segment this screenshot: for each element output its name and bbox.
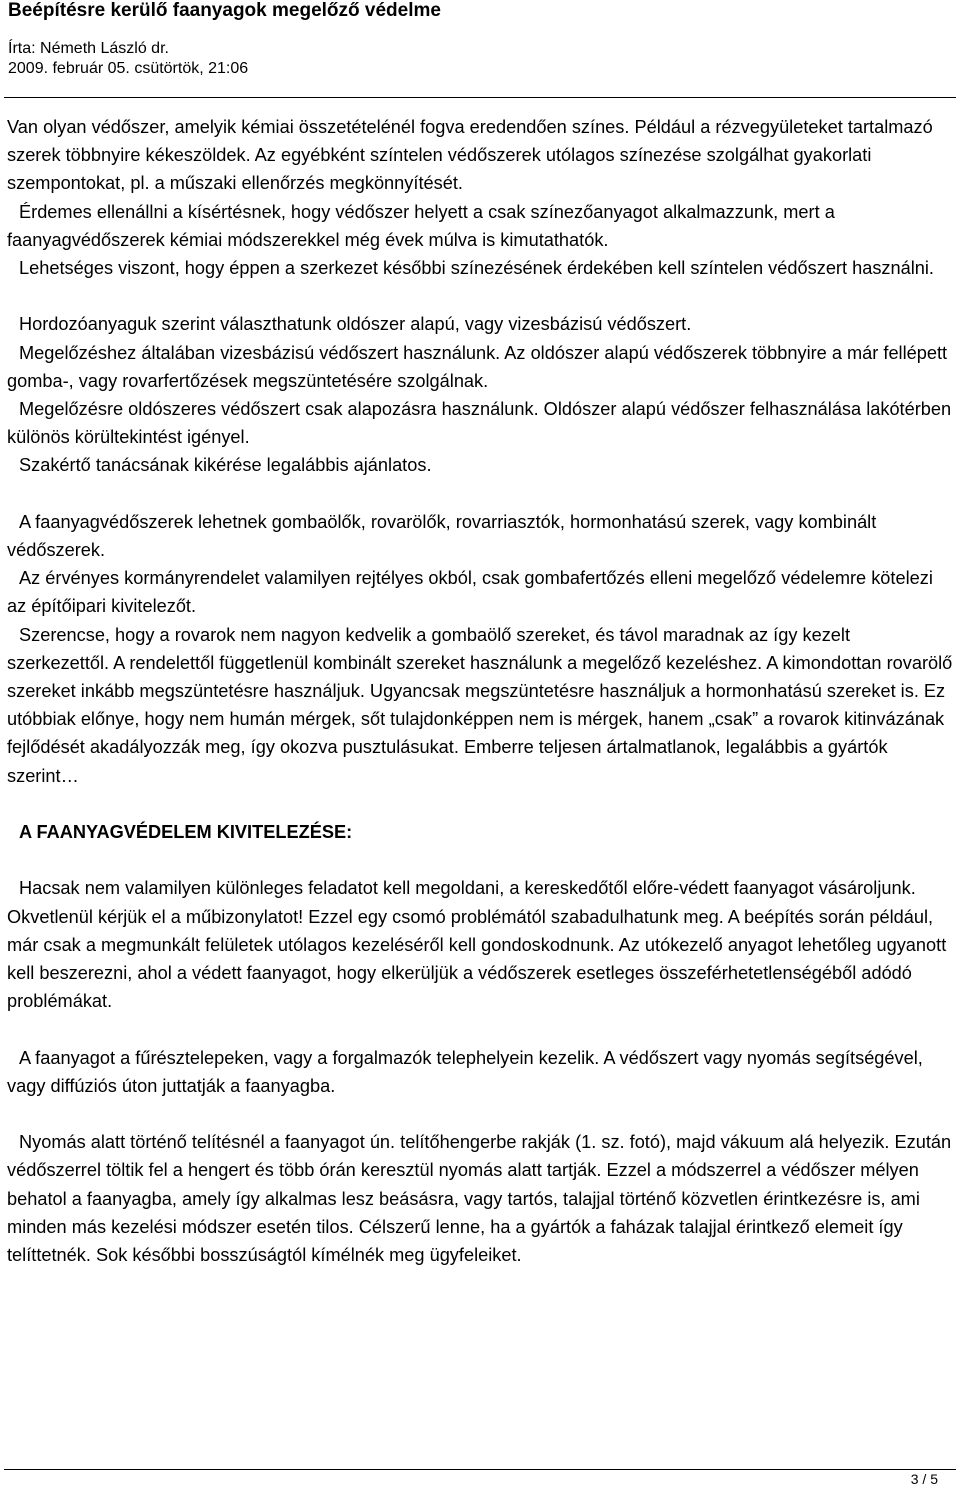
document-header (8, 0, 952, 79)
paragraph-gap (7, 846, 953, 874)
paragraph: Megelőzésre oldószeres védőszert csak alapozásra használunk. Oldószer alapú védőszer felhasználása lakótérben különös körültekintést igényel. (7, 399, 952, 448)
paragraph: Szakértő tanácsának kikérése legalábbis ajánlatos. (19, 455, 432, 476)
paragraph-gap (7, 480, 953, 508)
date-line: 2009. február 05. csütörtök, 21:06 (8, 60, 249, 77)
paragraph: Van olyan védőszer, amelyik kémiai összetételénél fogva eredendően színes. Például a rézvegyületeket tartalmazó szerek többnyire kékeszöldek. Az egyébként színtelen védőszerek utólagos színezése szolgálhat gyakorlati szempontokat, pl. a műszaki ellenőrzés megkönnyítését. (7, 117, 933, 194)
paragraph: Hacsak nem valamilyen különleges feladatot kell megoldani, a kereskedőtől előre-védett faanyagot vásároljunk. Okvetlenül kérjük el a műbizonylatot! Ezzel egy csomó problémától szabadulhatunk meg. A beépítés során például, már csak a megmunkált felületek utólagos kezeléséről kell gondoskodnunk. Az utókezelő anyagot lehetőleg ugyanott kell beszerezni, ahol a védett faanyagot, hogy elkerüljük a védőszerek esetleges összeférhetetlenségéből adódó problémákat. (7, 878, 947, 1012)
paragraph: Lehetséges viszont, hogy éppen a szerkezet későbbi színezésének érdekében kell színtelen védőszert használni. (19, 258, 934, 279)
paragraph: Hordozóanyaguk szerint választhatunk oldószer alapú, vagy vizesbázisú védőszert. (19, 314, 692, 335)
paragraph: Megelőzéshez általában vizesbázisú védőszert használunk. Az oldószer alapú védőszerek többnyire a már fellépett gomba-, vagy rovarfertőzések megszüntetésére szolgálnak. (7, 342, 948, 391)
page-number: 3 / 5 (910, 1471, 938, 1487)
footer-divider (4, 1469, 956, 1470)
header-divider (4, 97, 956, 98)
paragraph: A faanyagvédőszerek lehetnek gombaölők, rovarölők, rovarriasztók, hormonhatású szerek, vagy kombinált védőszerek. (7, 511, 877, 561)
paragraph: Az érvényes kormányrendelet valamilyen rejtélyes okból, csak gombafertőzés elleni megelőző védelemre kötelezi az építőipari kivitelezőt. (7, 568, 933, 617)
article-body (7, 113, 953, 1269)
paragraph: Nyomás alatt történő telítésnél a faanyagot ún. telítőhengerbe rakják (1. sz. fotó), majd vákuum alá helyezik. Ezután védőszerrel töltik fel a hengert és több órán keresztül nyomás alatt tartják. Ezzel a módszerrel a védőszer mélyen behatol a faanyagba, amely így alkalmas lesz beásásra, vagy tartós, talajjal történő közvetlen érintkezésre is, ami minden más kezelési módszer esetén tilos. Célszerű lenne, ha a gyártók a faházak talajjal érintkező elemeit így telíttetnék. Sok későbbi bosszúságtól kímélnék meg ügyfeleiket. (7, 1132, 952, 1266)
paragraph: A faanyagot a fűrésztelepeken, vagy a forgalmazók telephelyein kezelik. A védőszert vagy nyomás segítségével, vagy diffúziós úton juttatják a faanyagba. (7, 1047, 923, 1096)
paragraph-gap (7, 1100, 953, 1128)
paragraph: Érdemes ellenállni a kísértésnek, hogy védőszer helyett a csak színezőanyagot alkalmazzunk, mert a faanyagvédőszerek kémiai módszerekkel még évek múlva is kimutathatók. (7, 201, 835, 250)
paragraph: Szerencse, hogy a rovarok nem nagyon kedvelik a gombaölő szereket, és távol maradnak az így kezelt szerkezettől. A rendelettől függetlenül kombinált szereket használunk a megelőző kezeléshez. A kimondottan rovarölő szereket inkább megszüntetésre használjuk. Ugyancsak megszüntetésre használjuk a hormonhatású szereket is. Ez utóbbiak előnye, hogy nem humán mérgek, sőt tulajdonképpen nem is mérgek, hanem „csak” a rovarok kitinvázának fejlődését akadályozzák meg, így okozva pusztulásukat. Emberre teljesen ártalmatlanok, legalábbis a gyártók szerint… (7, 624, 953, 786)
author-line: Írta: Németh László dr. (8, 40, 169, 57)
paragraph-gap (7, 790, 953, 818)
document-title: Beépítésre kerülő faanyagok megelőző védelme (8, 0, 441, 21)
section-heading: A FAANYAGVÉDELEM KIVITELEZÉSE: (19, 822, 353, 843)
paragraph-gap (7, 282, 953, 310)
paragraph-gap (7, 1015, 953, 1043)
